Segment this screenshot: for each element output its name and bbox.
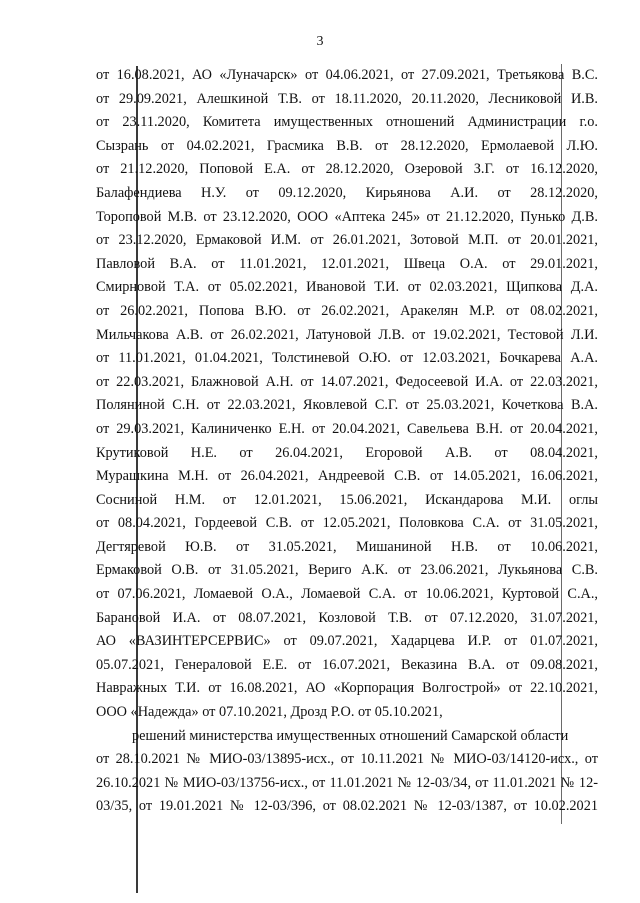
text-line: АО «ВАЗИНТЕРСЕРВИС» от 09.07.2021, Хадарцева И.Р. от 01.07.2021, bbox=[96, 633, 598, 650]
text-line: от 29.09.2021, Алешкиной Т.В. от 18.11.2020, 20.11.2020, Лесниковой И.В. bbox=[96, 90, 598, 107]
text-line: Барановой И.А. от 08.07.2021, Козловой Т.В. от 07.12.2020, 31.07.2021, bbox=[96, 609, 598, 626]
text-line: ООО «Надежда» от 07.10.2021, Дрозд Р.О. от 05.10.2021, bbox=[96, 704, 443, 721]
text-line-paragraph-start: решений министерства имущественных отношений Самарской области bbox=[132, 727, 569, 744]
text-line: 03/35, от 19.01.2021 № 12-03/396, от 08.02.2021 № 12-03/1387, от 10.02.2021 bbox=[96, 798, 598, 815]
text-line: Павловой В.А. от 11.01.2021, 12.01.2021, Швеца О.А. от 29.01.2021, bbox=[96, 255, 598, 272]
text-line: Поляниной С.Н. от 22.03.2021, Яковлевой С.Г. от 25.03.2021, Кочеткова В.А. bbox=[96, 397, 598, 414]
text-line: от 16.08.2021, АО «Луначарск» от 04.06.2021, от 27.09.2021, Третьякова В.С. bbox=[96, 67, 598, 83]
text-line: от 26.02.2021, Попова В.Ю. от 26.02.2021, Аракелян М.Р. от 08.02.2021, bbox=[96, 302, 598, 319]
text-line: Навражных Т.И. от 16.08.2021, АО «Корпорация Волгострой» от 22.10.2021, bbox=[96, 680, 598, 697]
text-line: от 22.03.2021, Блажновой А.Н. от 14.07.2021, Федосеевой И.А. от 22.03.2021, bbox=[96, 373, 598, 390]
text-line: 05.07.2021, Генераловой Е.Е. от 16.07.2021, Веказина В.А. от 09.08.2021, bbox=[96, 656, 598, 673]
text-line: Тороповой М.В. от 23.12.2020, ООО «Аптека 245» от 21.12.2020, Пунько Д.В. bbox=[96, 208, 598, 225]
text-line: от 28.10.2021 № МИО-03/13895-исх., от 10.11.2021 № МИО-03/14120-исх., от bbox=[96, 751, 598, 768]
text-line: Мильчакова А.В. от 26.02.2021, Латуновой Л.В. от 19.02.2021, Тестовой Л.И. bbox=[96, 326, 598, 343]
text-line: от 11.01.2021, 01.04.2021, Толстиневой О.Ю. от 12.03.2021, Бочкарева А.А. bbox=[96, 350, 598, 367]
text-line: Сосниной Н.М. от 12.01.2021, 15.06.2021, Искандарова М.И. оглы bbox=[96, 491, 598, 508]
text-line: от 23.11.2020, Комитета имущественных отношений Администрации г.о. bbox=[96, 114, 598, 131]
text-line: от 21.12.2020, Поповой Е.А. от 28.12.2020, Озеровой З.Г. от 16.12.2020, bbox=[96, 161, 598, 178]
text-line: от 08.04.2021, Гордеевой С.В. от 12.05.2021, Половкова С.А. от 31.05.2021, bbox=[96, 515, 598, 532]
body-text bbox=[96, 64, 598, 819]
text-line: Сызрань от 04.02.2021, Грасмика В.В. от 28.12.2020, Ермолаевой Л.Ю. bbox=[96, 137, 598, 154]
text-line: Крутиковой Н.Е. от 26.04.2021, Егоровой А.В. от 08.04.2021, bbox=[96, 444, 598, 461]
text-line: Балафендиева Н.У. от 09.12.2020, Кирьянова А.И. от 28.12.2020, bbox=[96, 184, 598, 201]
text-line: от 29.03.2021, Калиниченко Е.Н. от 20.04.2021, Савельева В.Н. от 20.04.2021, bbox=[96, 420, 598, 437]
page-number: 3 bbox=[316, 34, 324, 49]
text-line: от 23.12.2020, Ермаковой И.М. от 26.01.2021, Зотовой М.П. от 20.01.2021, bbox=[96, 232, 598, 249]
text-line: Ермаковой О.В. от 31.05.2021, Вериго А.К. от 23.06.2021, Лукьянова С.В. bbox=[96, 562, 598, 579]
text-line: 26.10.2021 № МИО-03/13756-исх., от 11.01.2021 № 12-03/34, от 11.01.2021 № 12- bbox=[96, 774, 598, 791]
text-line: от 07.06.2021, Ломаевой О.А., Ломаевой С.А. от 10.06.2021, Куртовой С.А., bbox=[96, 586, 598, 603]
text-line: Смирновой Т.А. от 05.02.2021, Ивановой Т.И. от 02.03.2021, Щипкова Д.А. bbox=[96, 279, 598, 296]
text-line: Дегтяревой Ю.В. от 31.05.2021, Мишаниной Н.В. от 10.06.2021, bbox=[96, 538, 598, 555]
text-line: Мурашкина М.Н. от 26.04.2021, Андреевой С.В. от 14.05.2021, 16.06.2021, bbox=[96, 468, 598, 485]
